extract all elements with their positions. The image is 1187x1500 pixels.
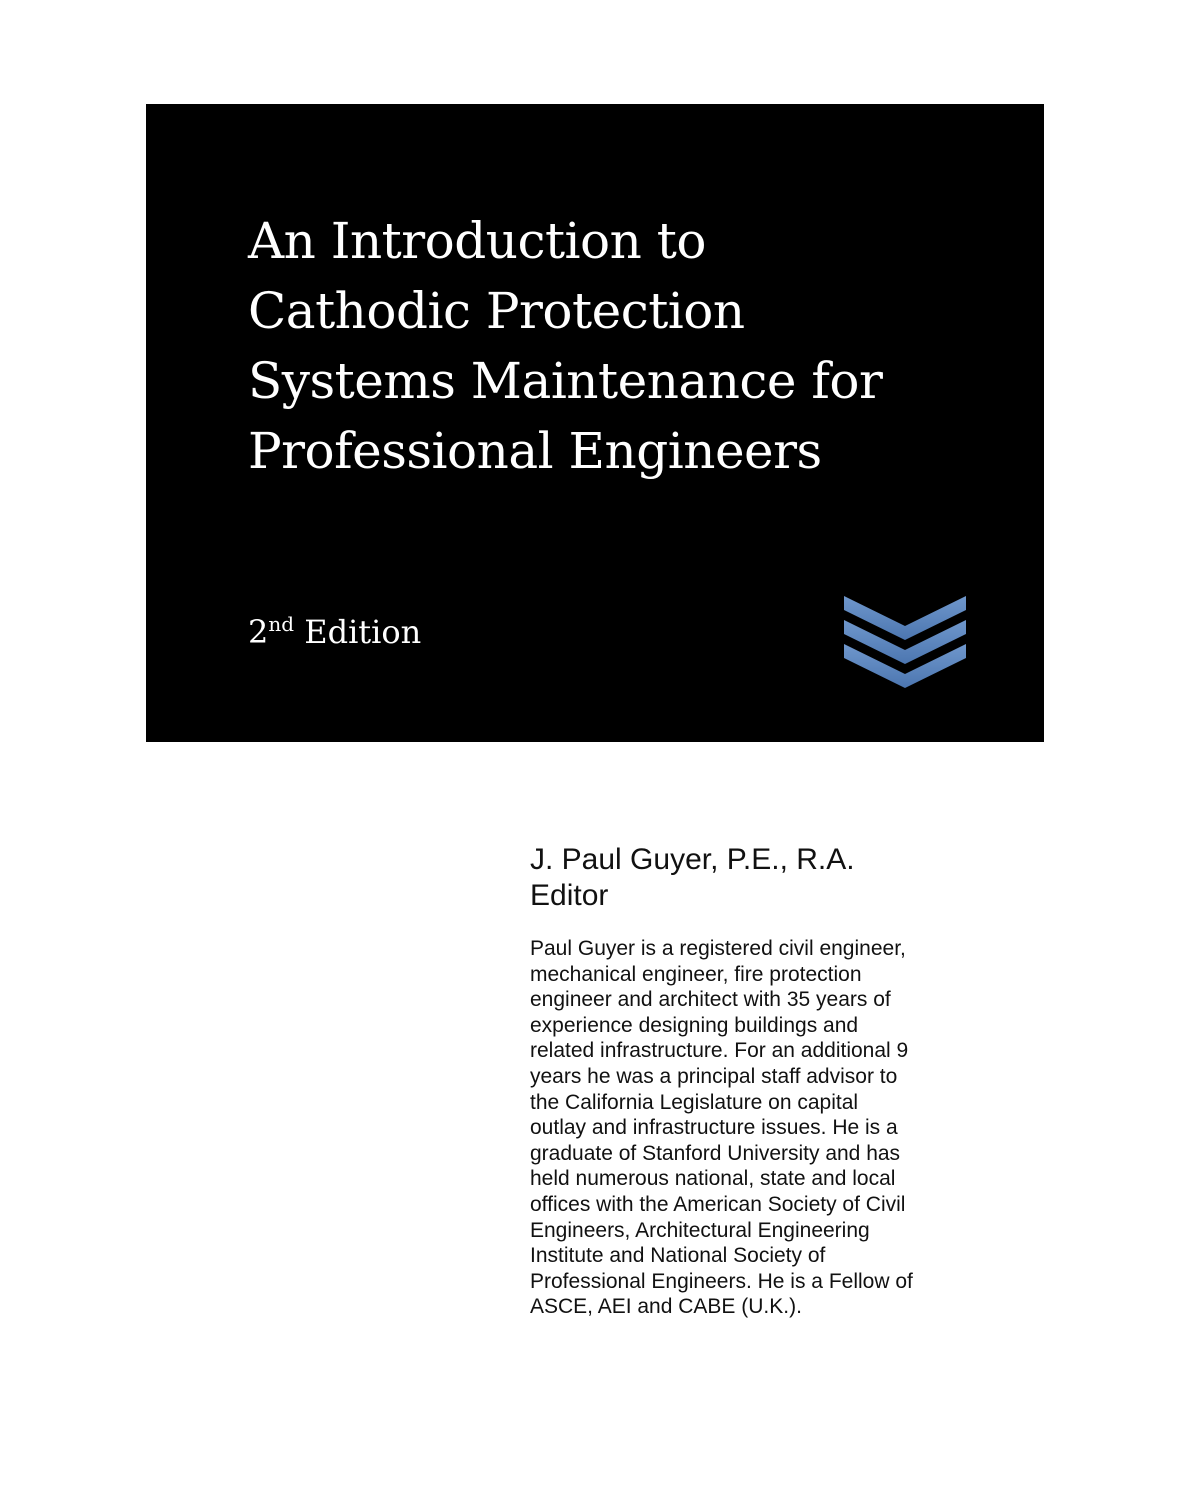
bio-line: Engineers, Architectural Engineering — [530, 1218, 870, 1242]
author-bio — [530, 936, 970, 1320]
author-block — [530, 842, 970, 1320]
cover-panel — [146, 104, 1044, 742]
bio-line: engineer and architect with 35 years of — [530, 988, 891, 1012]
bio-line: outlay and infrastructure issues. He is a — [530, 1116, 898, 1140]
bio-line: graduate of Stanford University and has — [530, 1141, 901, 1165]
edition-suffix: nd — [268, 612, 295, 636]
bio-line: Paul Guyer is a registered civil engineer, — [530, 937, 906, 960]
title-line: Professional Engineers — [248, 422, 822, 480]
title-line: An Introduction to — [248, 212, 706, 270]
bio-line: offices with the American Society of Civil — [530, 1192, 906, 1216]
edition-number: 2 — [248, 613, 269, 651]
bio-line: experience designing buildings and — [530, 1013, 859, 1037]
title-line: Cathodic Protection — [248, 282, 745, 340]
bio-line: ASCE, AEI and CABE (U.K.). — [530, 1295, 802, 1319]
bio-line: years he was a principal staff advisor to — [530, 1064, 898, 1088]
bio-line: Professional Engineers. He is a Fellow of — [530, 1269, 913, 1293]
bio-line: related infrastructure. For an additional 9 — [530, 1039, 909, 1063]
chevrons-down-icon — [844, 592, 966, 692]
bio-line: Institute and National Society of — [530, 1244, 826, 1268]
bio-line: mechanical engineer, fire protection — [530, 962, 862, 986]
edition-word: Edition — [304, 613, 422, 651]
title-line: Systems Maintenance for — [248, 352, 883, 410]
edition-label — [248, 612, 421, 651]
bio-line: the California Legislature on capital — [530, 1090, 859, 1114]
bio-line: held numerous national, state and local — [530, 1167, 896, 1191]
author-role: Editor — [530, 879, 609, 912]
author-name: J. Paul Guyer, P.E., R.A. — [530, 843, 855, 876]
book-title — [248, 206, 968, 486]
